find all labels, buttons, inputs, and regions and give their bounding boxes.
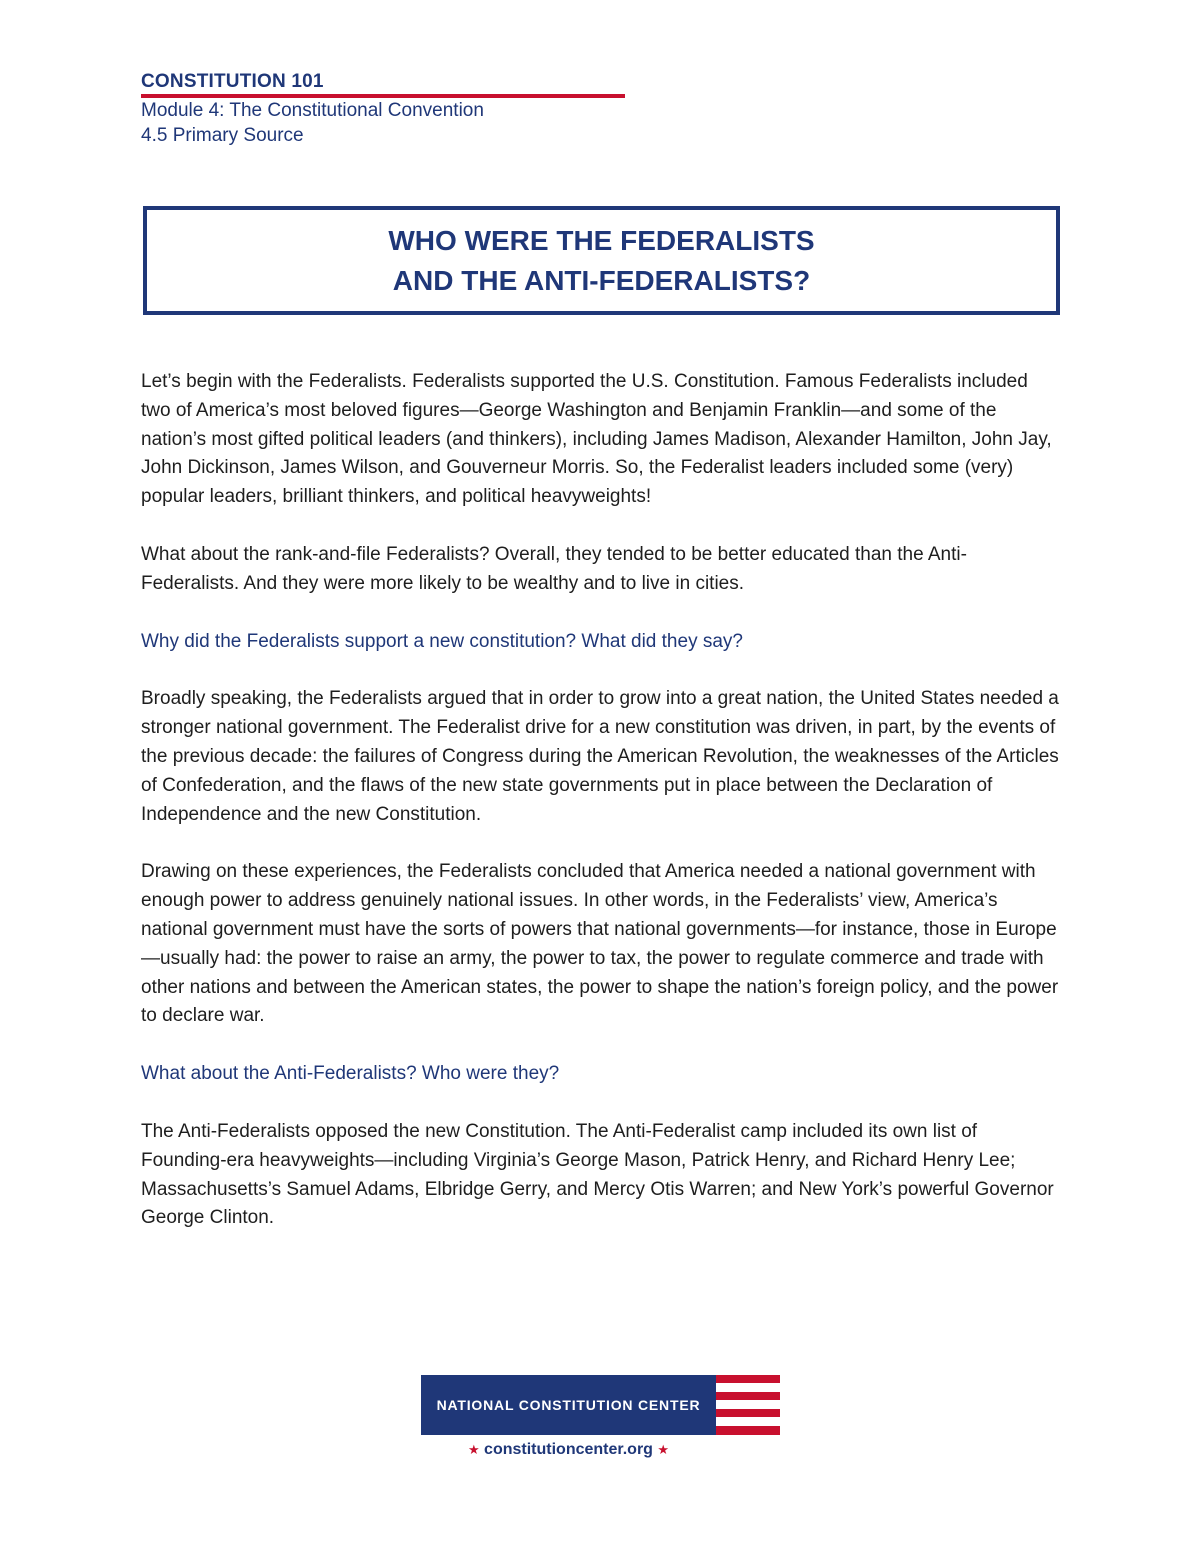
- title-line-1: WHO WERE THE FEDERALISTS: [388, 224, 815, 256]
- question-heading: What about the Anti-Federalists? Who were they?: [141, 1063, 560, 1085]
- document-body: [141, 368, 1061, 1262]
- question-heading: Why did the Federalists support a new constitution? What did they say?: [141, 630, 743, 652]
- module-title: Module 4: The Constitutional Convention: [141, 100, 484, 121]
- logo-stripe: [716, 1392, 780, 1400]
- title-box: [143, 206, 1060, 315]
- document-header: [141, 70, 631, 148]
- logo-url: constitutioncenter.org: [484, 1441, 653, 1458]
- logo-stripe: [716, 1409, 780, 1417]
- national-constitution-center-logo: [421, 1375, 780, 1485]
- title-line-2: AND THE ANTI-FEDERALISTS?: [392, 264, 811, 296]
- section-title: 4.5 Primary Source: [141, 125, 304, 146]
- logo-stripe: [716, 1375, 780, 1383]
- star-icon: ★: [467, 1442, 480, 1457]
- paragraph: What about the rank-and-file Federalists? Overall, they tended to be better educated than the Anti-Federalists. And they were more likely to be wealthy and to live in cities.: [141, 543, 967, 594]
- logo-stripe: [716, 1426, 780, 1435]
- paragraph: Let’s begin with the Federalists. Federalists supported the U.S. Constitution. Famous Federalists included two of America’s most beloved figures—George Washington and Benjamin Franklin—and some of the nation’s most gifted political leaders (and thinkers), including James Madison, Alexander Hamilton, John Jay, John Dickinson, James Wilson, and Gouverneur Morris. So, the Federalist leaders included some (very) popular leaders, brilliant thinkers, and political heavyweights!: [141, 371, 1052, 508]
- star-icon: ★: [657, 1442, 670, 1457]
- paragraph: Drawing on these experiences, the Federalists concluded that America needed a national government with enough power to address genuinely national issues. In other words, in the Federalists’ view, America’s national government must have the sorts of powers that national governments—for instance, those in Europe—usually had: the power to raise an army, the power to tax, the power to regulate commerce and trade with other nations and between the American states, the power to shape the nation’s foreign policy, and the power to declare war.: [141, 861, 1059, 1027]
- logo-name: NATIONAL CONSTITUTION CENTER: [436, 1397, 701, 1413]
- red-divider: [141, 94, 625, 98]
- paragraph: The Anti-Federalists opposed the new Constitution. The Anti-Federalist camp included its own list of Founding-era heavyweights—including Virginia’s George Mason, Patrick Henry, and Richard Henry Lee; Massachusetts’s Samuel Adams, Elbridge Gerry, and Mercy Otis Warren; and New York’s powerful Governor George Clinton.: [141, 1120, 1054, 1229]
- logo-bar: [421, 1375, 716, 1435]
- paragraph: Broadly speaking, the Federalists argued that in order to grow into a great nation, the United States needed a stronger national government. The Federalist drive for a new constitution was driven, in part, by the events of the previous decade: the failures of Congress during the American Revolution, the weaknesses of the Articles of Confederation, and the flaws of the new state governments put in place between the Declaration of Independence and the new Constitution.: [141, 688, 1059, 825]
- logo-url-line: [421, 1441, 716, 1459]
- series-title: CONSTITUTION 101: [141, 71, 324, 92]
